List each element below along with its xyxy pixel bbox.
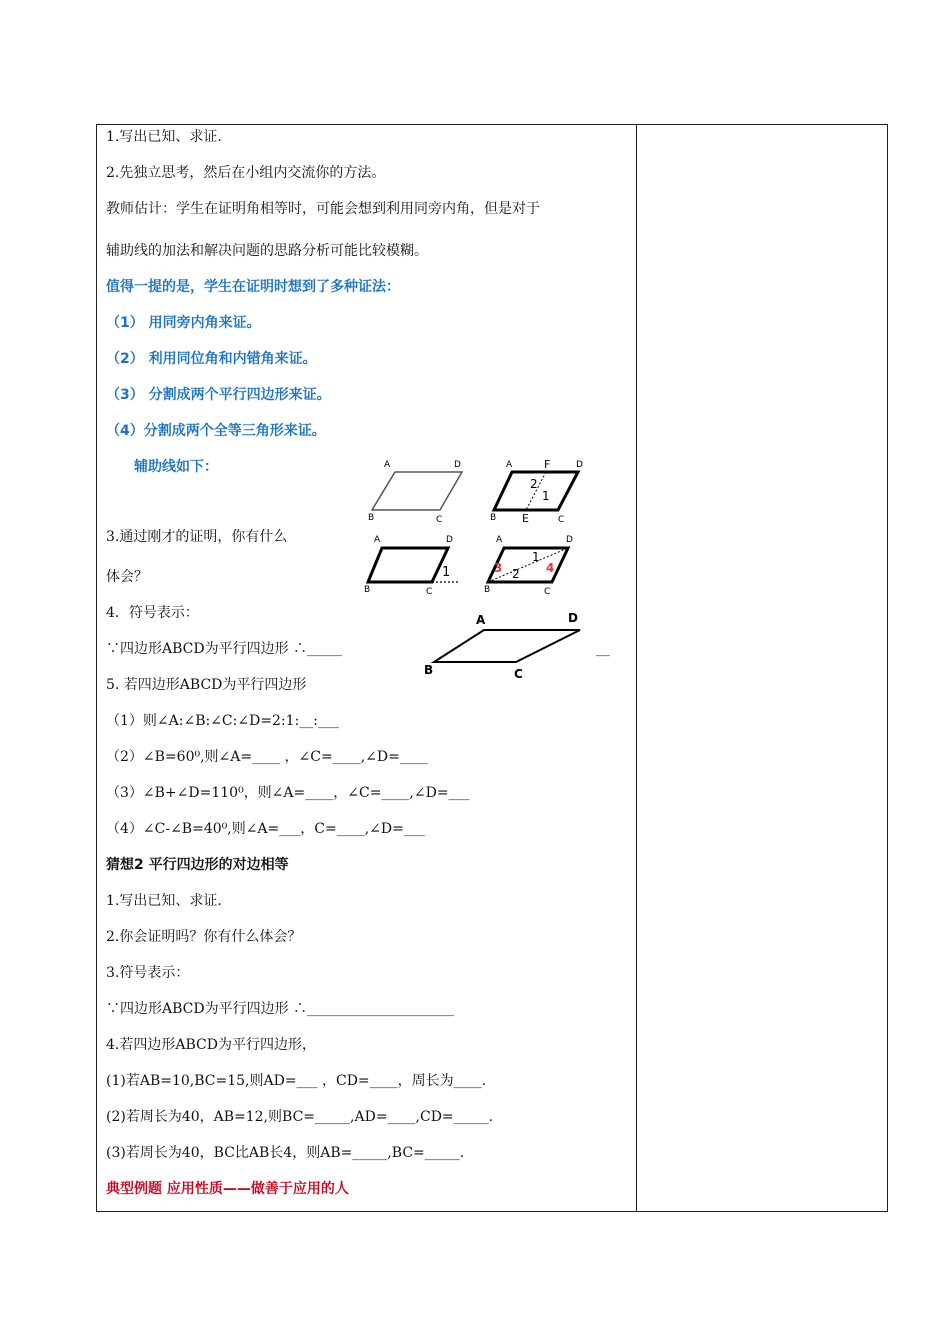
c2-exercise-3: (3)若周长为40，BC比AB长4，则AB=_____,BC=_____.	[106, 1145, 465, 1161]
vertex-label-c: C	[544, 587, 551, 597]
angle-label-1: 1	[542, 489, 550, 503]
method-2: （2） 利用同位角和内错角来证。	[106, 351, 317, 367]
method-1: （1） 用同旁内角来证。	[106, 315, 261, 331]
teacher-estimate-line1: 教师估计：学生在证明角相等时，可能会想到利用同旁内角，但是对于	[106, 201, 540, 217]
vertex-label-c: C	[426, 587, 433, 597]
vertex-label-d: D	[568, 611, 578, 625]
parallelogram-shape	[434, 630, 580, 662]
c2-step-2: 2.你会证明吗？你有什么体会？	[106, 929, 302, 945]
vertex-label-a: A	[384, 460, 391, 470]
point-label-e: E	[522, 512, 529, 524]
vertex-label-b: B	[490, 513, 497, 523]
vertex-label-c: C	[558, 515, 565, 524]
vertex-label-d: D	[454, 460, 461, 470]
vertex-label-b: B	[368, 513, 375, 523]
exercise-5-part2: （2）∠B=60⁰,则∠A=____ ，∠C=____,∠D=____	[106, 749, 428, 765]
point-label-f: F	[544, 458, 551, 471]
vertex-label-a: A	[476, 613, 486, 627]
vertex-label-d: D	[576, 460, 583, 470]
angle-label-1: 1	[442, 565, 451, 580]
exercise-5-part3: （3）∠B+∠D=110⁰，则∠A=____，∠C=____,∠D=___	[106, 785, 470, 801]
example-heading: 典型例题 应用性质——做善于应用的人	[106, 1181, 349, 1197]
symbol-notation-label: 4．符号表示：	[106, 605, 199, 621]
figure-parallelogram-ef	[488, 456, 588, 524]
angle-label-2: 2	[512, 567, 520, 581]
vertex-label-a: A	[374, 535, 381, 545]
vertex-label-c: C	[514, 667, 523, 681]
auxiliary-lines-label: 辅助线如下：	[134, 459, 218, 475]
step-write-given-prove: 1.写出已知、求证.	[106, 129, 222, 145]
exercise-5-part1: （1）则∠A:∠B:∠C:∠D=2:1:__:___	[106, 713, 340, 729]
reflection-question-line2: 体会？	[106, 569, 148, 585]
method-4: （4）分割成两个全等三角形来证。	[106, 423, 326, 439]
exercise-5-stem: 5. 若四边形ABCD为平行四边形	[106, 677, 307, 693]
parallelogram-shape	[372, 472, 462, 510]
figure-parallelogram-diagonal	[482, 530, 582, 598]
c2-notation-statement: ∵四边形ABCD为平行四边形 ∴_____________________	[106, 1001, 455, 1017]
vertex-label-b: B	[364, 585, 371, 595]
vertex-label-b: B	[484, 585, 491, 595]
exercise-5-part4: （4）∠C-∠B=40⁰,则∠A=___，C=____,∠D=___	[106, 821, 425, 837]
c2-step-4-stem: 4.若四边形ABCD为平行四边形，	[106, 1037, 316, 1053]
teacher-estimate-line2: 辅助线的加法和解决问题的思路分析可能比较模糊。	[106, 243, 428, 259]
figure-parallelogram-plain	[362, 456, 472, 524]
angle-label-2: 2	[530, 477, 538, 491]
c2-step-1: 1.写出已知、求证.	[106, 893, 222, 909]
step-think-discuss: 2.先独立思考，然后在小组内交流你的方法。	[106, 165, 386, 181]
c2-step-3: 3.符号表示：	[106, 965, 190, 981]
c2-exercise-2: (2)若周长为40，AB=12,则BC=_____,AD=____,CD=_____.	[106, 1109, 494, 1125]
conjecture-2-heading: 猜想2 平行四边形的对边相等	[106, 857, 289, 873]
table-column-divider	[636, 124, 637, 1212]
vertex-label-d: D	[566, 535, 573, 545]
methods-heading: 值得一提的是，学生在证明时想到了多种证法：	[106, 279, 400, 295]
vertex-label-a: A	[506, 460, 513, 470]
parallelogram-shape	[368, 548, 451, 582]
vertex-label-c: C	[436, 515, 443, 524]
figure-parallelogram-abcd	[420, 606, 590, 686]
reflection-question-line1: 3.通过刚才的证明，你有什么	[106, 529, 288, 545]
symbol-notation-blank: __	[596, 641, 610, 657]
symbol-notation-statement: ∵四边形ABCD为平行四边形 ∴_____	[106, 641, 343, 657]
vertex-label-b: B	[424, 663, 434, 677]
c2-exercise-1: (1)若AB=10,BC=15,则AD=___ ，CD=____，周长为____.	[106, 1073, 487, 1089]
angle-label-4: 4	[546, 561, 555, 575]
vertex-label-d: D	[446, 535, 453, 545]
angle-label-3: 3	[494, 561, 503, 575]
figure-parallelogram-extension	[362, 530, 472, 598]
method-3: （3） 分割成两个平行四边形来证。	[106, 387, 331, 403]
angle-label-1: 1	[532, 550, 540, 564]
vertex-label-a: A	[496, 535, 503, 545]
